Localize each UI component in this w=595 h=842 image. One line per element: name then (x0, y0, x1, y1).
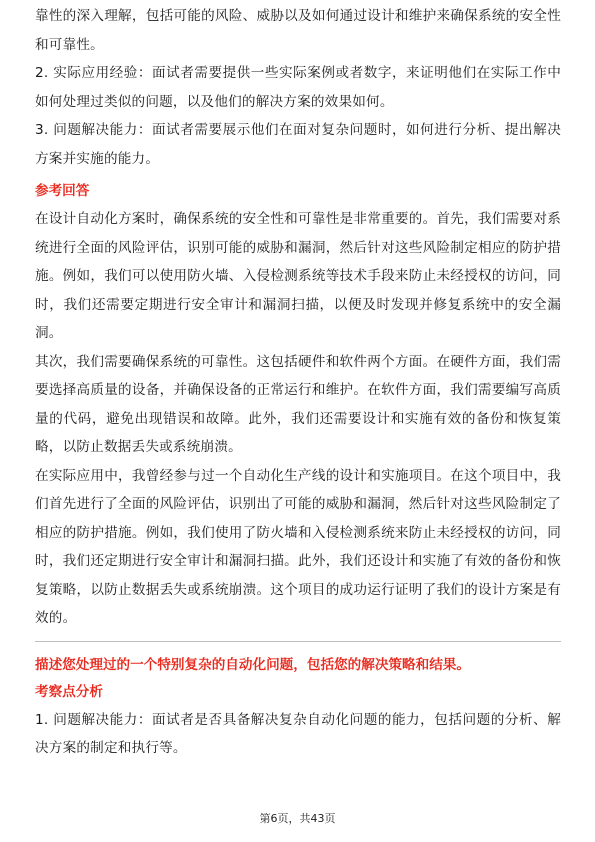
point-problem-solving: 3. 问题解决能力：面试者需要展示他们在面对复杂问题时，如何进行分析、提出解决方案并实施的能力。 (35, 122, 561, 167)
answer-paragraph: 其次，我们需要确保系统的可靠性。这包括硬件和软件两个方面。在硬件方面，我们需要选择高质量的设备，并确保设备的正常运行和维护。在软件方面，我们需要编写高质量的代码，避免出现错误和故障。此外，我们还需要设计和实施有效的备份和恢复策略，以防止数据丢失或系统崩溃。 (35, 353, 561, 455)
answer-heading: 参考回答 (35, 183, 90, 199)
intro-paragraph: 靠性的深入理解，包括可能的风险、威胁以及如何通过设计和维护来确保系统的安全性和可靠性。 (35, 8, 561, 53)
answer-paragraph: 在实际应用中，我曾经参与过一个自动化生产线的设计和实施项目。在这个项目中，我们首先进行了全面的风险评估，识别出了可能的威胁和漏洞，然后针对这些风险制定了相应的防护措施。例如，我们使用了防火墙和入侵检测系统来防止未经授权的访问，同时，我们还定期进行安全审计和漏洞扫描。此外，我们还设计和实施了有效的备份和恢复策略，以防止数据丢失或系统崩溃。这个项目的成功运行证明了我们的设计方案是有效的。 (35, 467, 561, 626)
document-page (35, 0, 561, 763)
analysis-point: 1. 问题解决能力：面试者是否具备解决复杂自动化问题的能力，包括问题的分析、解决方案的制定和执行等。 (35, 711, 561, 756)
answer-paragraph: 在设计自动化方案时，确保系统的安全性和可靠性是非常重要的。首先，我们需要对系统进行全面的风险评估，识别可能的威胁和漏洞，然后针对这些风险制定相应的防护措施。例如，我们可以使用防火墙、入侵检测系统等技术手段来防止未经授权的访问，同时，我们还需要定期进行安全审计和漏洞扫描，以便及时发现并修复系统中的安全漏洞。 (35, 211, 561, 341)
page-number: 第6页，共43页 (259, 812, 336, 825)
section-divider (35, 641, 561, 642)
next-question: 描述您处理过的一个特别复杂的自动化问题，包括您的解决策略和结果。 (35, 656, 470, 673)
analysis-heading: 考察点分析 (35, 683, 103, 700)
point-practical-experience: 2. 实际应用经验：面试者需要提供一些实际案例或者数字，来证明他们在实际工作中如何处理过类似的问题，以及他们的解决方案的效果如何。 (35, 65, 561, 110)
